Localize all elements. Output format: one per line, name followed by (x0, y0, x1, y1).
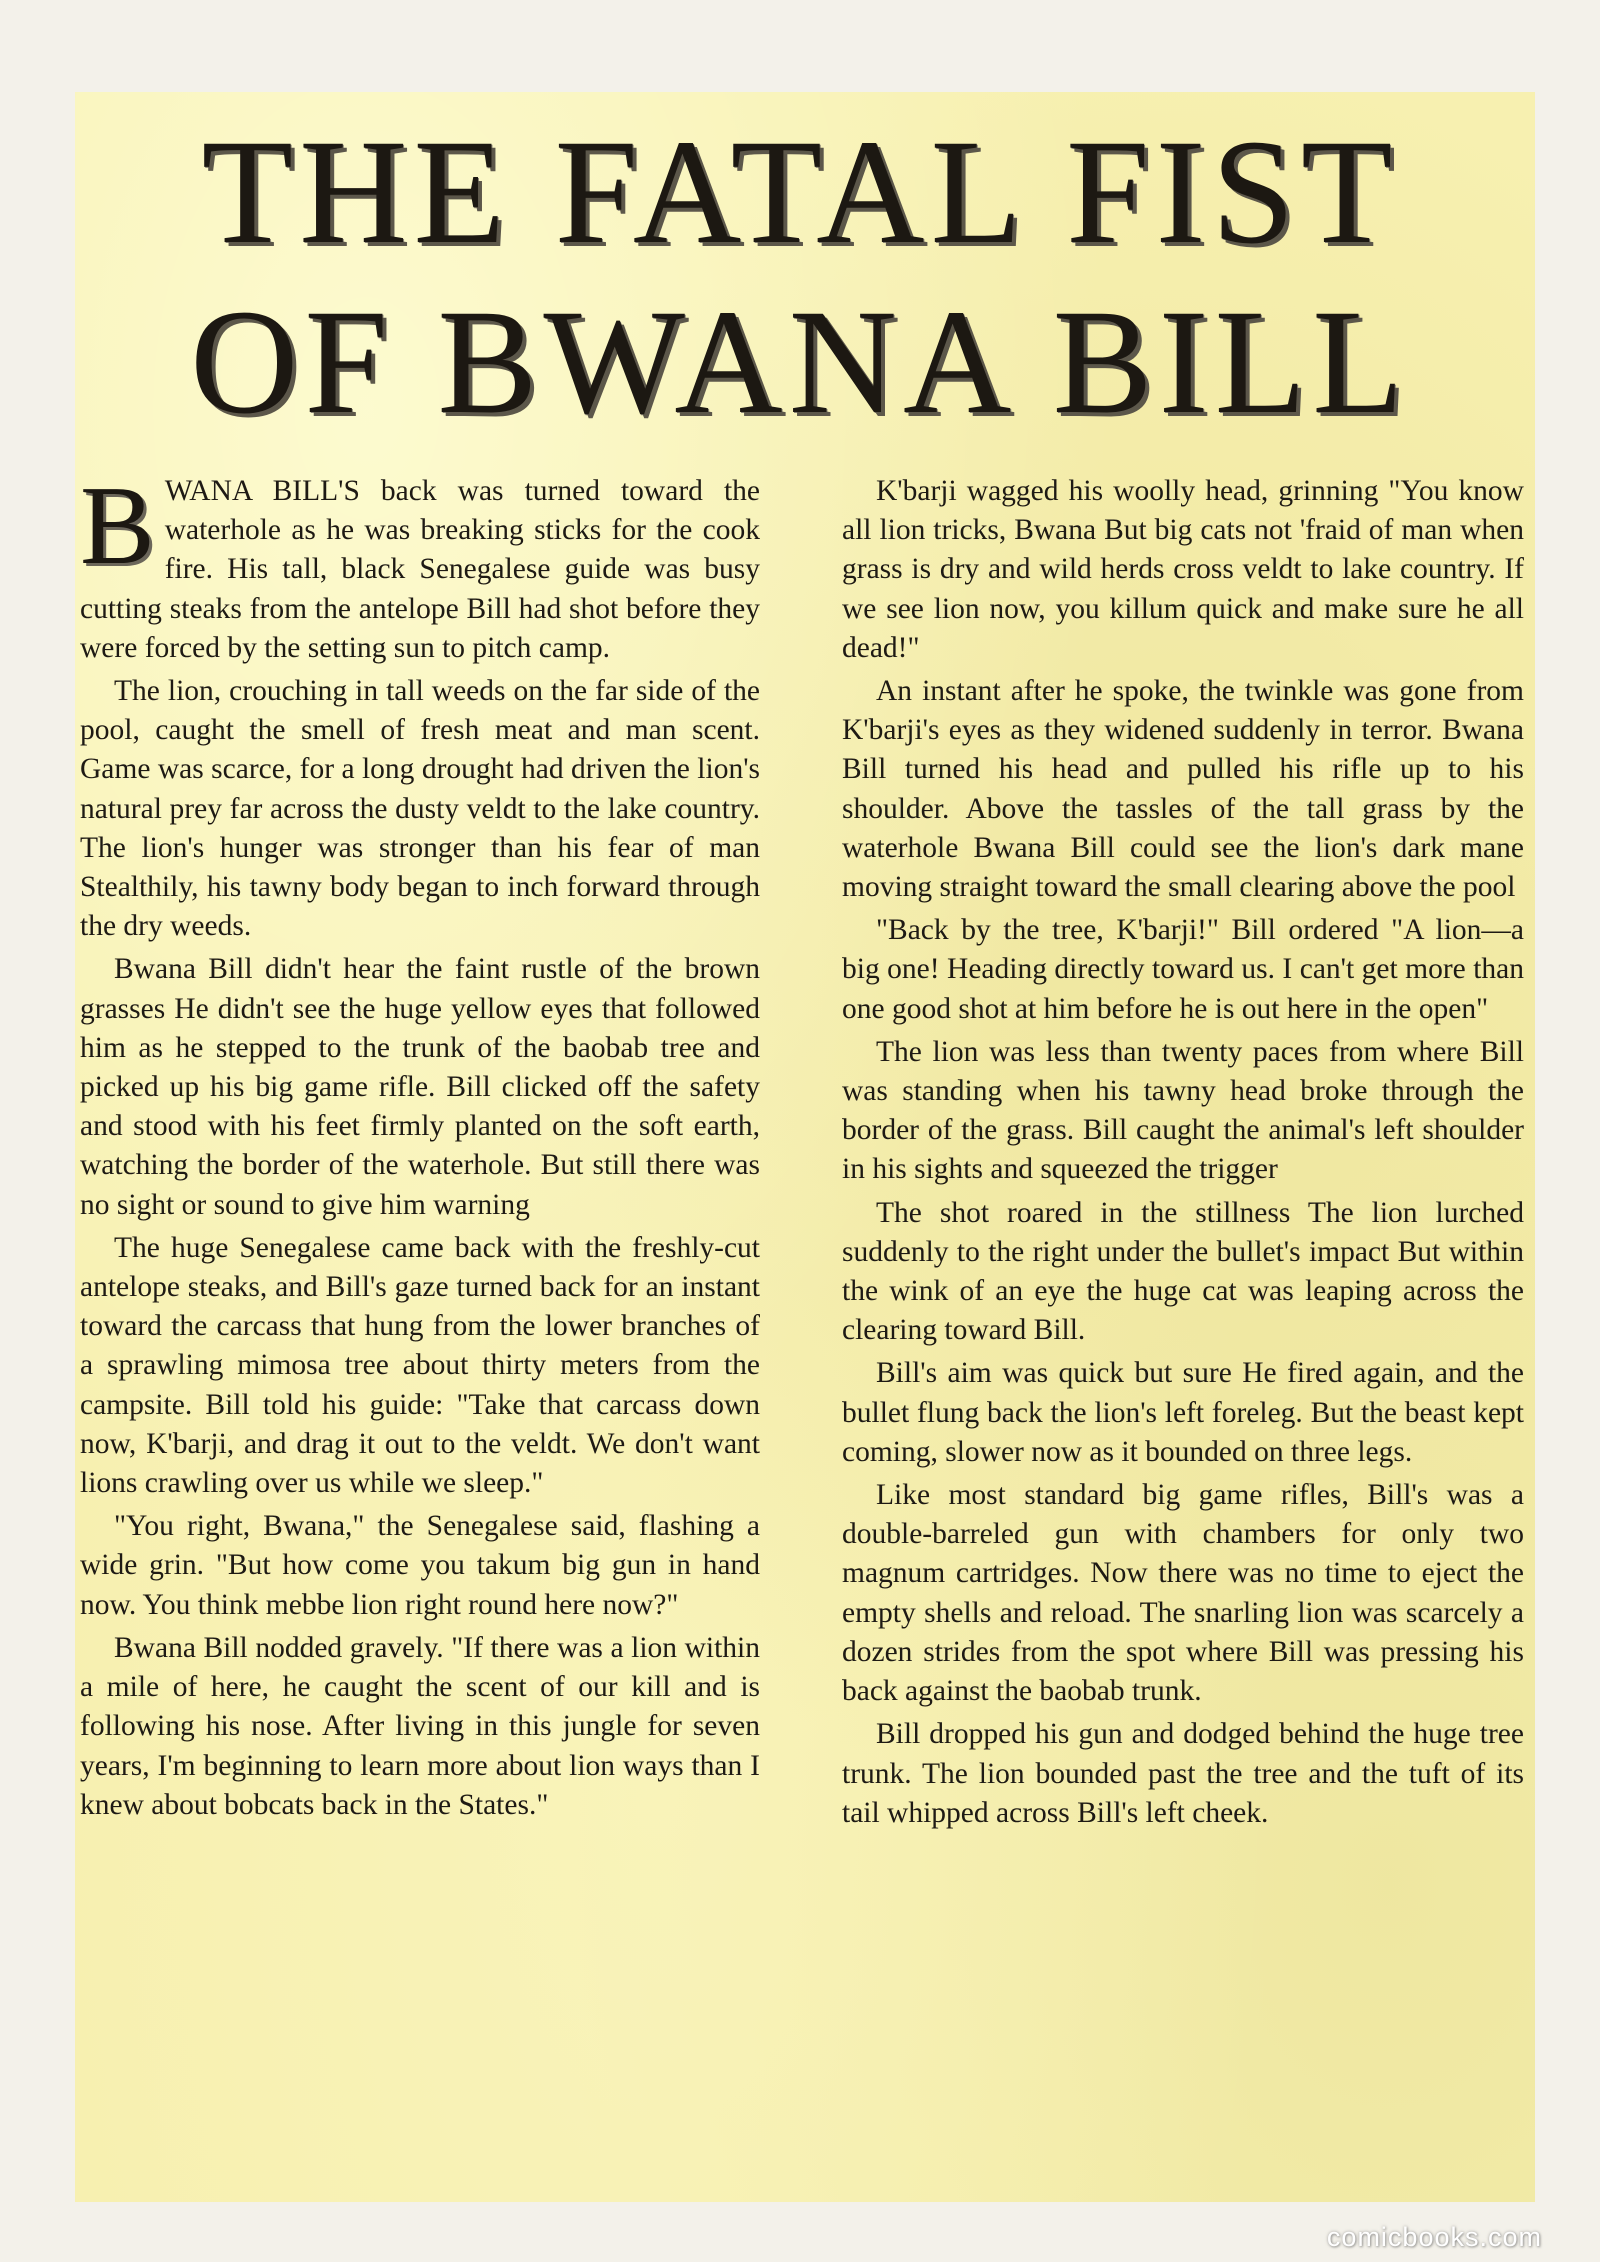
story-paragraph: Bill dropped his gun and dodged behind the huge tree trunk. The lion bounded past the tree and the tuft of its tail whipped across Bill's left cheek. (842, 1718, 1524, 1829)
story-paragraph: "You right, Bwana," the Senegalese said, flashing a wide grin. "But how come you takum big gun in hand now. You think mebbe lion right round here now?" (80, 1510, 760, 1621)
paragraph-text: WANA BILL'S back was turned toward the waterhole as he was breaking sticks for the cook fire. His tall, black Senegalese guide was busy cutting steaks from the antelope Bill had shot before they were forced by the setting sun to pitch camp. (80, 475, 760, 664)
drop-cap: B (80, 464, 155, 588)
story-paragraph: K'barji wagged his woolly head, grinning "You know all lion tricks, Bwana But big cats not 'fraid of man when grass is dry and wild herds cross veldt to lake country. If we see lion now, you killum quick and make sure he all dead!" (842, 475, 1524, 664)
story-paragraph: Like most standard big game rifles, Bill's was a double-barreled gun with chambers for only two magnum cartridges. Now there was no time to eject the empty shells and reload. The snarling lion was scarcely a dozen strides from the spot where Bill was pressing his back against the baobab trunk. (842, 1479, 1524, 1708)
story-paragraph: The huge Senegalese came back with the freshly-cut antelope steaks, and Bill's gaze turned back for an instant toward the carcass that hung from the lower branches of a sprawling mimosa tree about thirty meters from the campsite. Bill told his guide: "Take that carcass down now, K'barji, and drag it out to the veldt. We don't want lions crawling over us while we sleep." (80, 1231, 760, 1500)
left-text-column (80, 464, 760, 1829)
story-paragraph: Bill's aim was quick but sure He fired again, and the bullet flung back the lion's left foreleg. But the beast kept coming, slower now as it bounded on three legs. (842, 1357, 1524, 1468)
story-paragraph: The shot roared in the stillness The lion lurched suddenly to the right under the bullet's impact But within the wink of an eye the huge cat was leaping across the clearing toward Bill. (842, 1196, 1524, 1347)
site-watermark: comicbooks.com (1326, 2222, 1542, 2252)
story-paragraph: Bwana Bill nodded gravely. "If there was a lion within a mile of here, he caught the scent of our kill and is following his nose. After living in this jungle for seven years, I'm beginning to learn more about lion ways than I knew about bobcats back in the States." (80, 1631, 760, 1821)
story-paragraph: The lion, crouching in tall weeds on the far side of the pool, caught the smell of fresh meat and man scent. Game was scarce, for a long drought had driven the lion's natural prey far across the dusty veldt to the lake country. The lion's hunger was stronger than his fear of man Stealthily, his tawny body began to inch forward through the dry weeds. (80, 675, 760, 943)
story-paragraph (80, 464, 760, 668)
right-text-column (842, 472, 1524, 1837)
story-paragraph: The lion was less than twenty paces from where Bill was standing when his tawny head broke through the border of the grass. Bill caught the animal's left shoulder in his sights and squeezed the trigger (842, 1035, 1524, 1186)
story-paragraph: An instant after he spoke, the twinkle was gone from K'barji's eyes as they widened suddenly in terror. Bwana Bill turned his head and pulled his rifle up to his shoulder. Above the tassles of the tall grass by the waterhole Bwana Bill could see the lion's dark mane moving straight toward the small clearing above the pool (842, 675, 1524, 904)
story-paragraph: "Back by the tree, K'barji!" Bill ordered "A lion—a big one! Heading directly toward us. I can't get more than one good shot at him before he is out here in the open" (842, 914, 1524, 1025)
story-title-line-1: THE FATAL FIST (201, 109, 1399, 275)
story-paragraph: Bwana Bill didn't hear the faint rustle of the brown grasses He didn't see the huge yellow eyes that followed him as he stepped to the trunk of the baobab tree and picked up his big game rifle. Bill clicked off the safety and stood with his feet firmly planted on the soft earth, watching the border of the waterhole. But still there was no sight or sound to give him warning (80, 953, 760, 1221)
story-title-line-2: OF BWANA BILL (190, 279, 1410, 445)
